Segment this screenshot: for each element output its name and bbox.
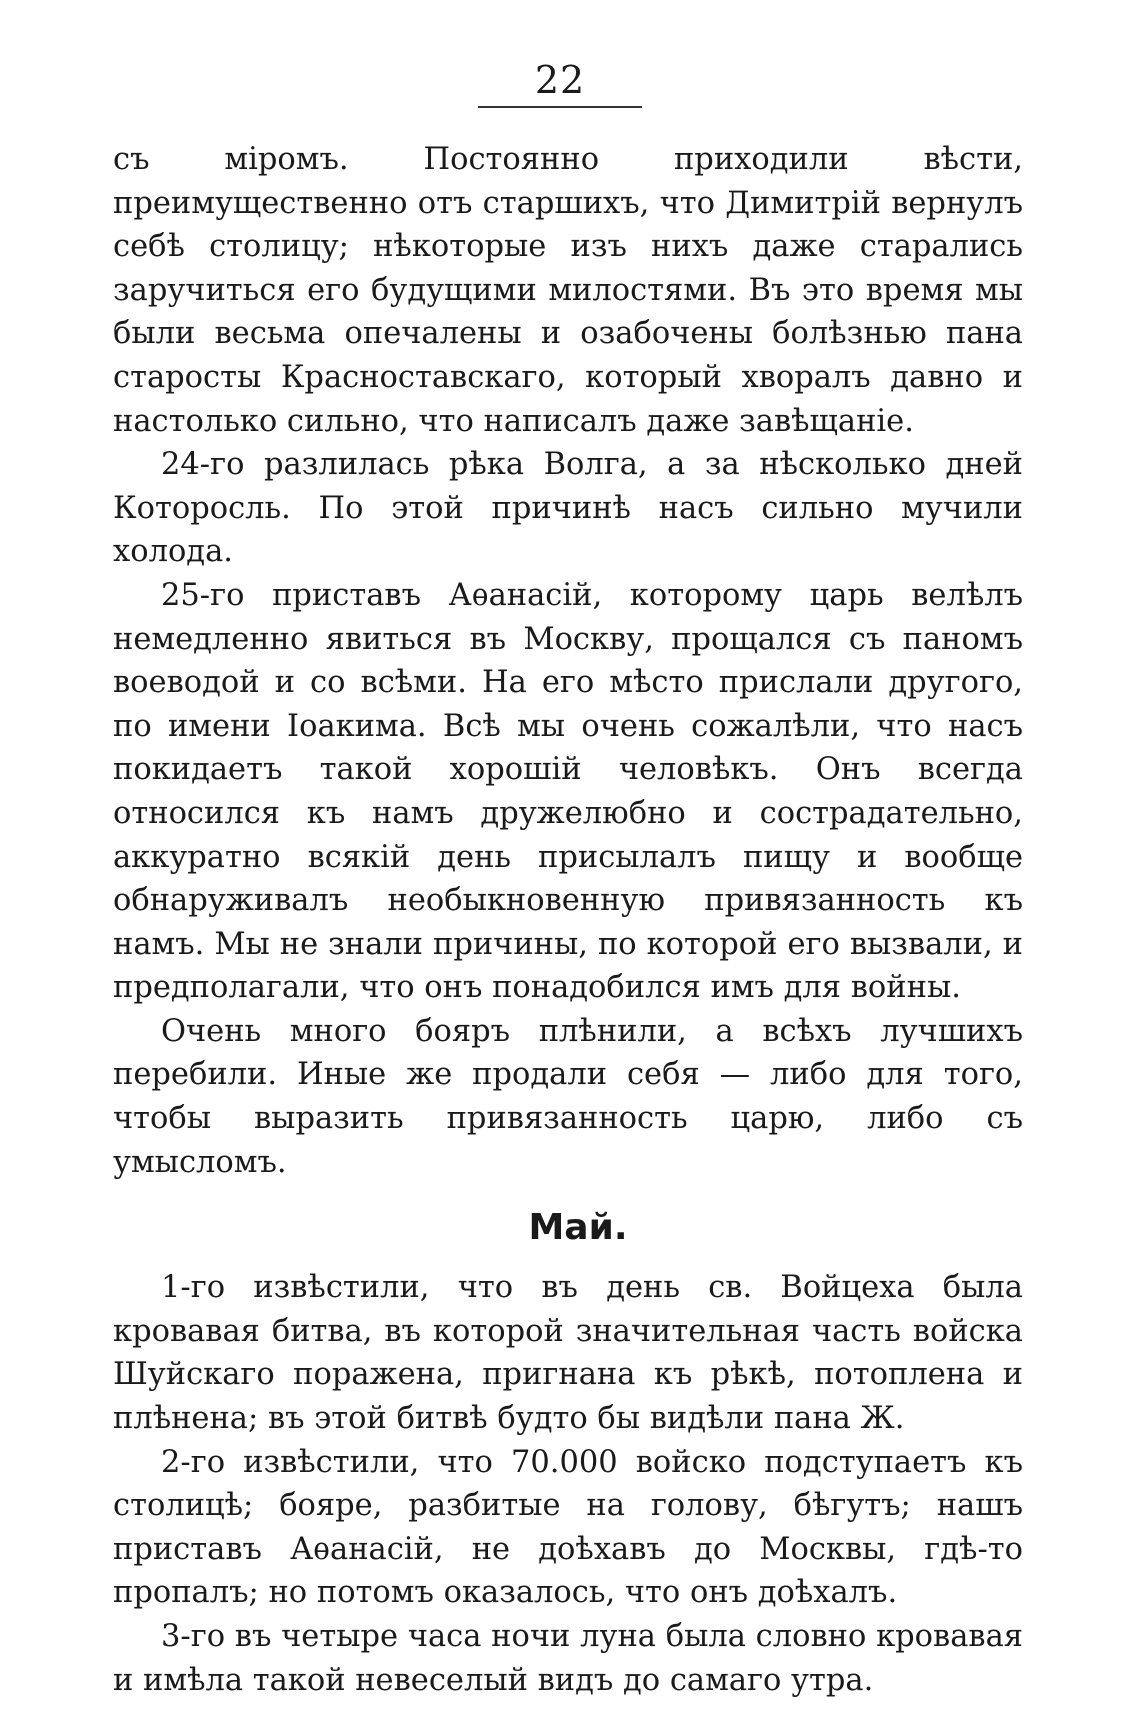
page-number: 22 — [534, 58, 586, 102]
section-heading-may: Май. — [528, 1207, 628, 1249]
paragraph-boyars: Очень много бояръ плѣнили, а всѣхъ лучшихъ перебили. Иные же продали себя — либо для того, чтобы выразить привязанность царю, либо съ умысломъ. — [113, 1013, 1023, 1180]
header-rule — [478, 106, 642, 108]
paragraph-25th: 25-го приставъ Аѳанасій, которому царь велѣлъ немедленно явиться въ Москву, прощался съ паномъ воеводой и со всѣми. На его мѣсто прислали другого, по имени Іоакима. Всѣ мы очень сожалѣли, что насъ покидаетъ такой хорошій человѣкъ. Онъ всегда относился къ намъ дружелюбно и сострадательно, аккуратно всякій день присылалъ пищу и вообще обнаруживалъ необыкновенную привязанность къ намъ. Мы не знали причины, по которой его вызвали, и предполагали, что онъ понадобился имъ для войны. — [113, 577, 1023, 1006]
paragraph-24th: 24-го разлилась рѣка Волга, а за нѣсколько дней Которосль. По этой причинѣ насъ сильно мучили холода. — [113, 447, 1023, 570]
paragraph-1st: 1-го извѣстили, что въ день св. Войцеха была кровавая битва, въ которой значительная часть войска Шуйскаго поражена, пригнана къ рѣкѣ, потоплена и плѣнена; въ этой битвѣ будто бы видѣли пана Ж. — [113, 1270, 1023, 1437]
paragraph-2nd: 2-го извѣстили, что 70.000 войско подступаетъ къ столицѣ; бояре, разбитые на голову, бѣгутъ; нашъ приставъ Аѳанасій, не доѣхавъ до Москвы, гдѣ-то пропалъ; но потомъ оказалось, что онъ доѣхалъ. — [113, 1444, 1023, 1611]
paragraph-3rd: 3-го въ четыре часа ночи луна была словно кровавая и имѣла такой невеселый видъ до самаго утра. — [113, 1619, 1023, 1698]
page-body — [113, 138, 1023, 1702]
paragraph-continued: съ міромъ. Постоянно приходили вѣсти, преимущественно отъ старшихъ, что Димитрій вернулъ себѣ столицу; нѣкоторые изъ нихъ даже старались заручиться его будущими милостями. Въ это время мы были весьма опечалены и озабочены болѣзнью пана старосты Красноставскаго, который хворалъ давно и настолько сильно, что написалъ даже завѣщаніе. — [113, 142, 1023, 439]
